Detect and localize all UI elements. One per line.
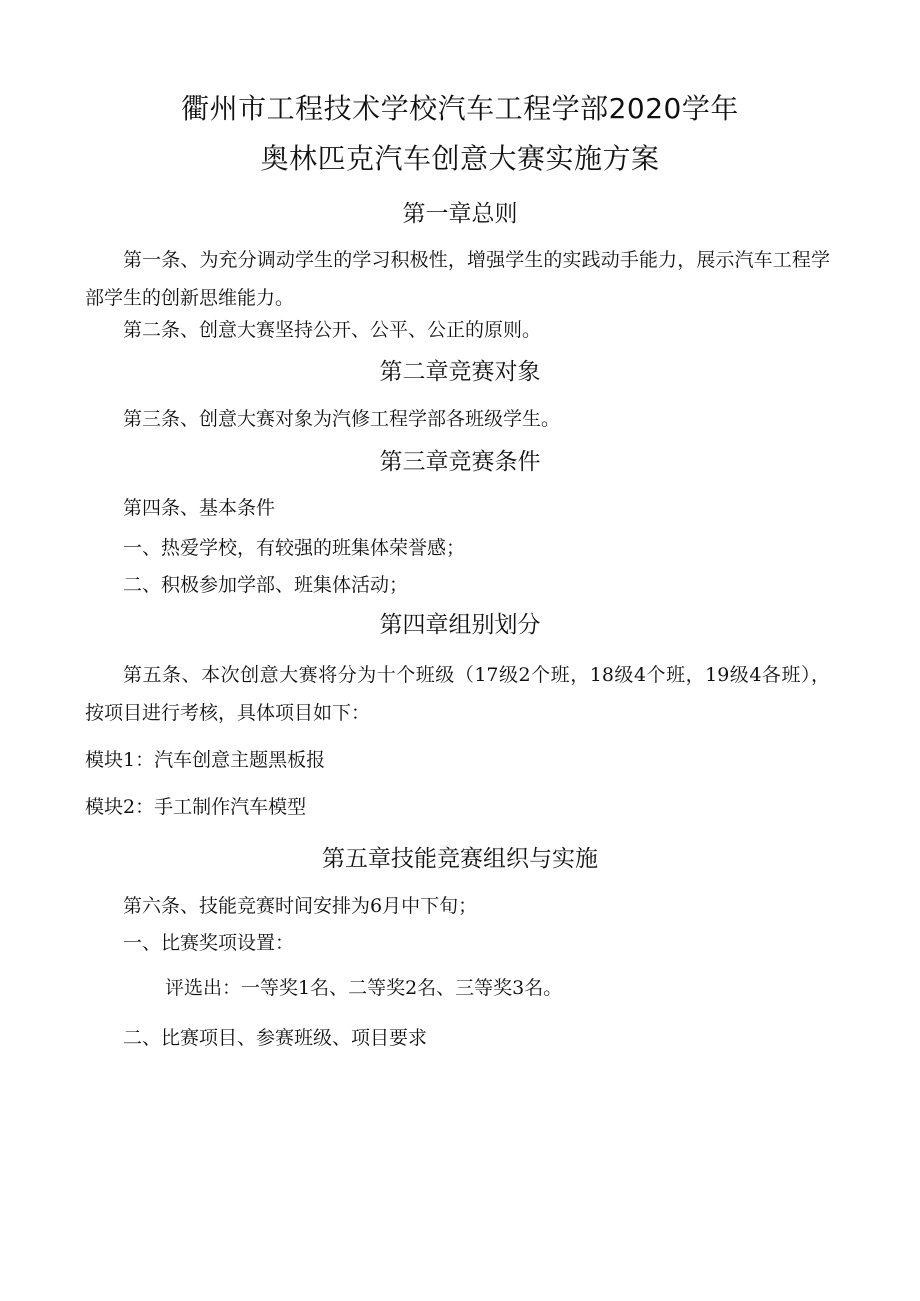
document-title-line-2: 奥林匹克汽车创意大赛实施方案: [260, 142, 660, 175]
awards-text: 评选出：一等奖1名、二等奖2名、三等奖3名。: [165, 977, 563, 999]
condition-item-2: 二、积极参加学部、班集体活动；: [123, 574, 409, 596]
article-1-text: 第一条、为充分调动学生的学习积极性，增强学生的实践动手能力，展示汽车工程学部学生的创新思维能力。: [85, 249, 830, 309]
article-5-text: 第五条、本次创意大赛将分为十个班级（17级2个班，18级4个班，19级4各班），按项目进行考核，具体项目如下：: [85, 664, 830, 724]
competition-items-heading: 二、比赛项目、参赛班级、项目要求: [123, 1027, 428, 1049]
article-6-text: 第六条、技能竞赛时间安排为6月中下旬；: [123, 895, 478, 917]
chapter-3-heading: 第三章竞赛条件: [379, 449, 541, 475]
document-title-line-1: 衢州市工程技术学校汽车工程学部2020学年: [181, 92, 739, 125]
chapter-5-heading: 第五章技能竞赛组织与实施: [322, 846, 598, 872]
article-4-text: 第四条、基本条件: [123, 497, 276, 519]
module-2-text: 模块2：手工制作汽车模型: [85, 796, 307, 818]
article-3-text: 第三条、创意大赛对象为汽修工程学部各班级学生。: [123, 408, 561, 430]
module-1-text: 模块1：汽车创意主题黑板报: [85, 749, 326, 771]
article-2-text: 第二条、创意大赛坚持公开、公平、公正的原则。: [123, 319, 542, 341]
award-setting-item: 一、比赛奖项设置：: [123, 932, 295, 954]
chapter-1-heading: 第一章总则: [402, 201, 518, 227]
condition-item-1: 一、热爱学校，有较强的班集体荣誉感；: [123, 537, 466, 559]
chapter-4-heading: 第四章组别划分: [379, 612, 541, 638]
chapter-2-heading: 第二章竞赛对象: [379, 359, 541, 385]
